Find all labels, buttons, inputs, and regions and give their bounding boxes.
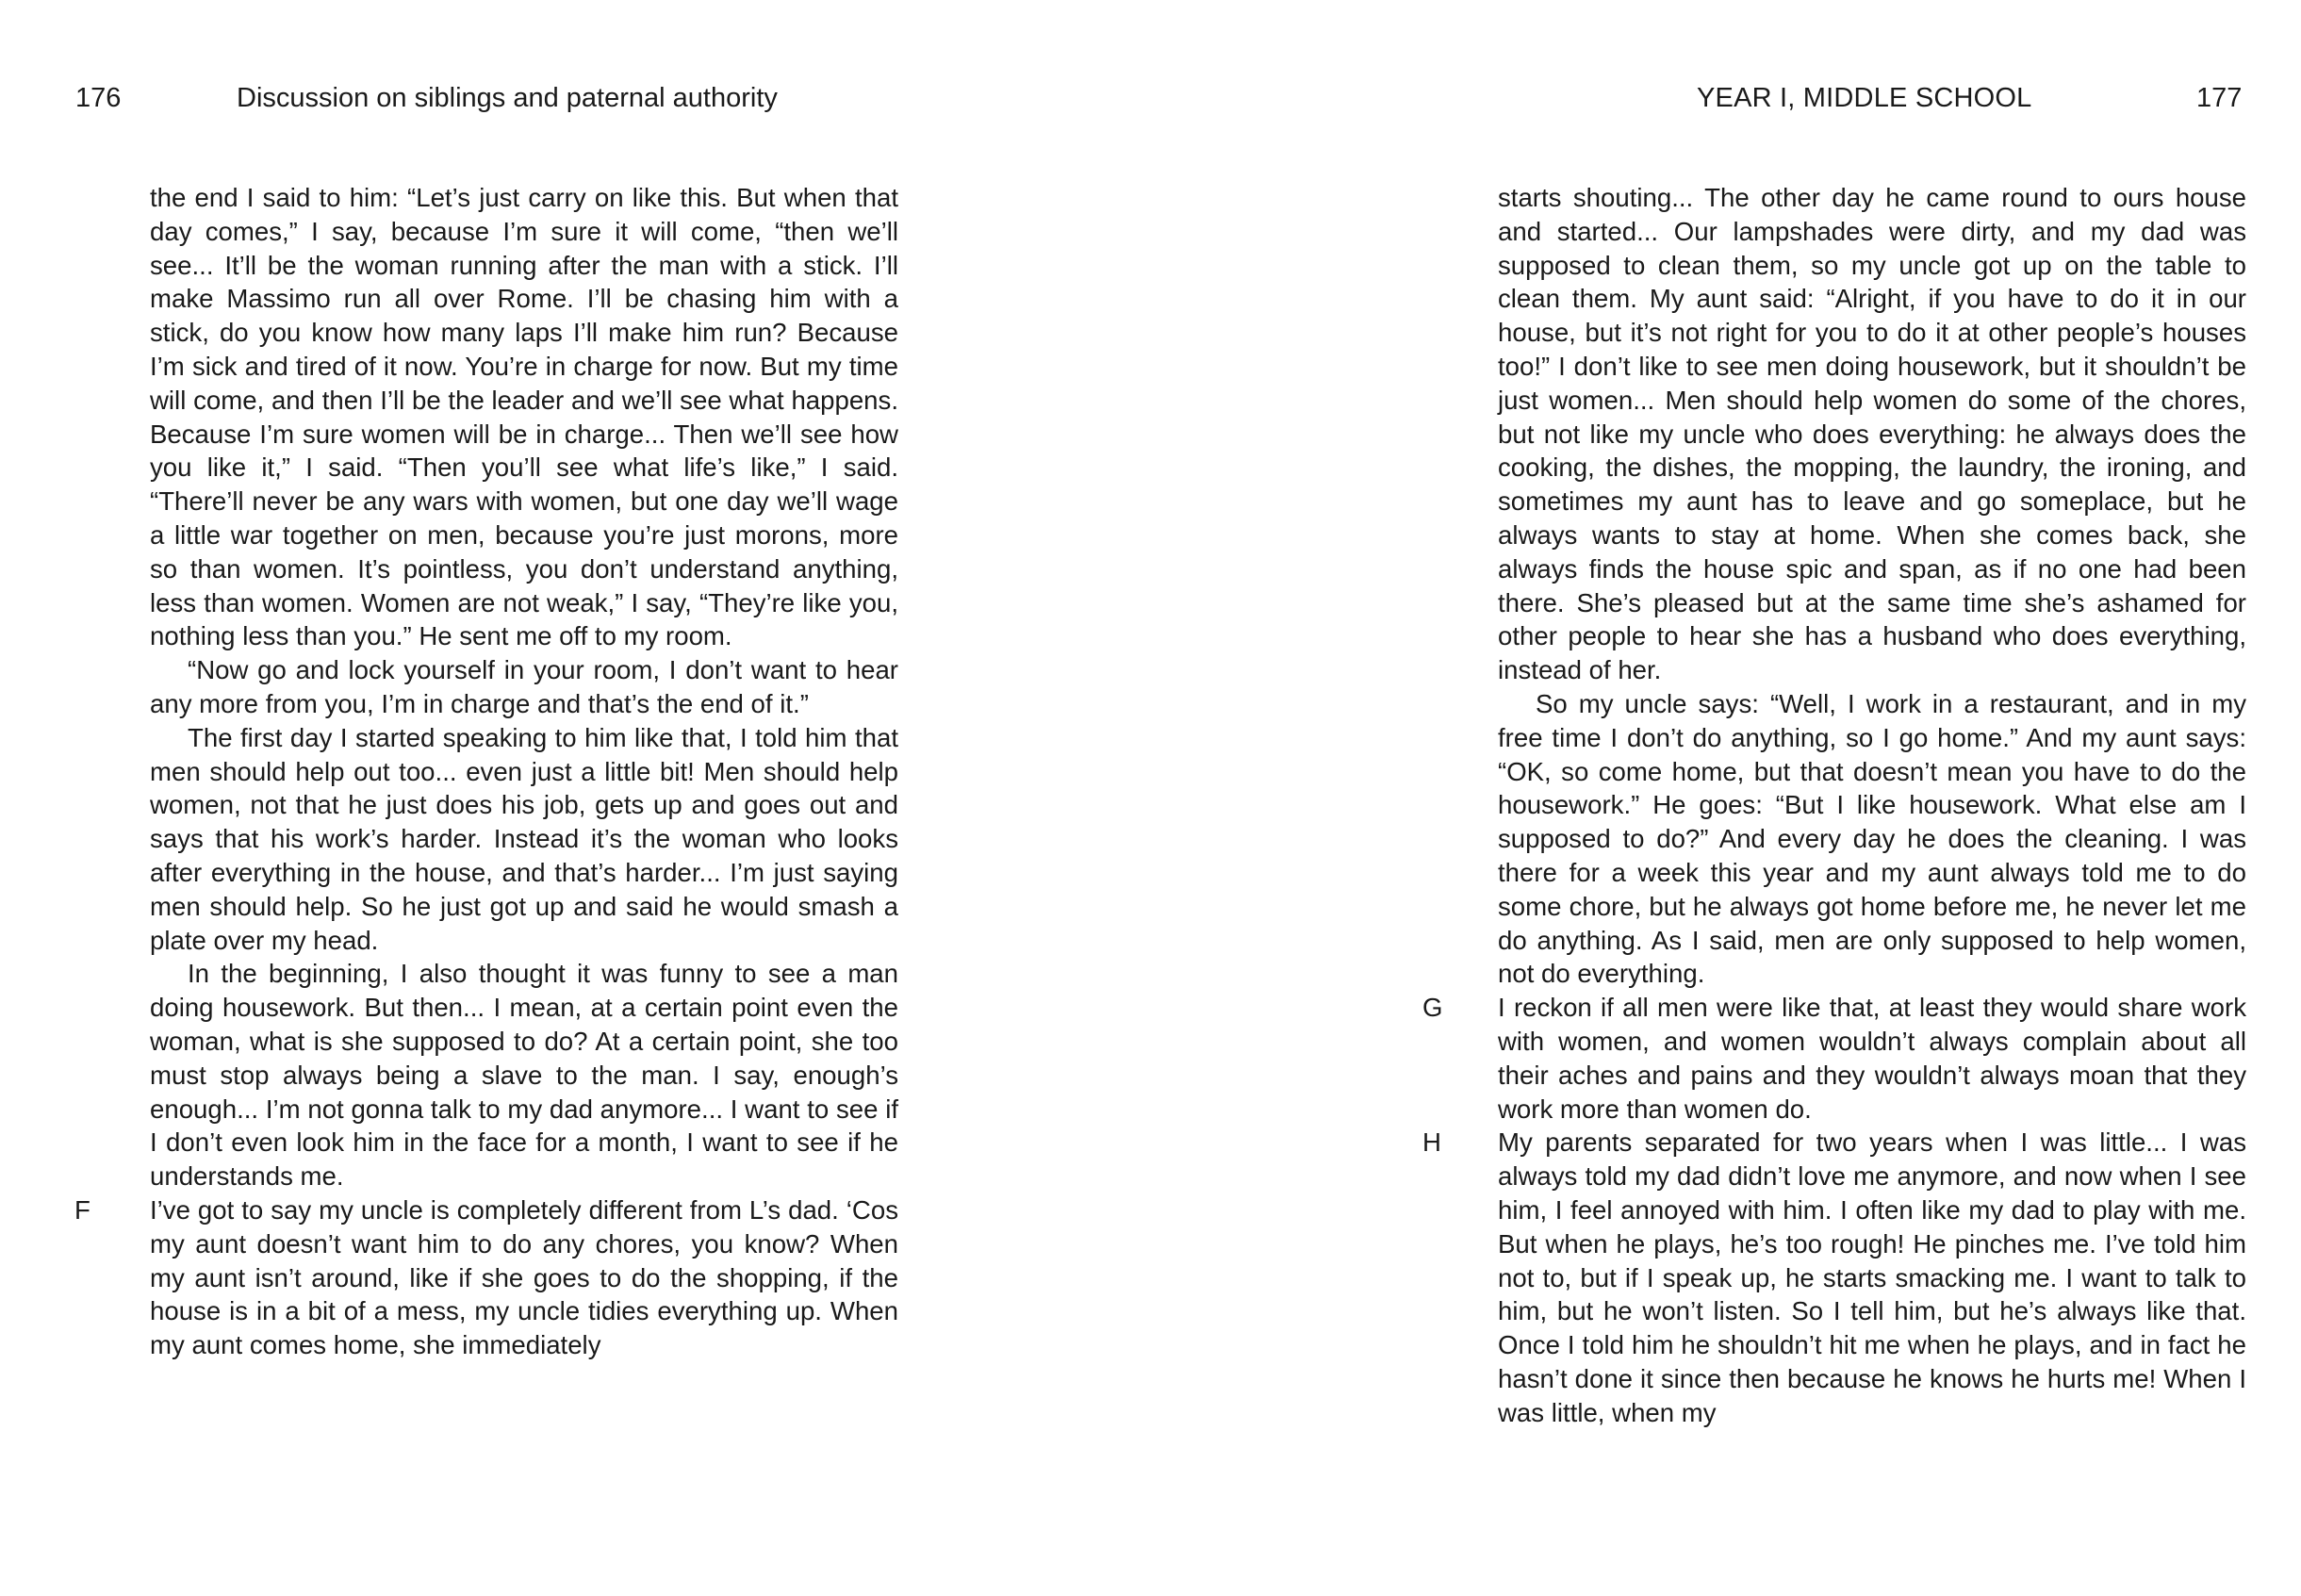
paragraph — [150, 957, 898, 1193]
speaker-marker: F — [74, 1194, 90, 1225]
page-number: 176 — [75, 83, 122, 113]
left-page-body — [74, 181, 898, 1362]
page-number: 177 — [2196, 83, 2243, 113]
right-page-body — [1422, 181, 2246, 1429]
right-page — [1150, 0, 2301, 1596]
paragraph-text: My parents separated for two years when I was little... I was always told my dad didn’t love me anymore, and now when I see him, I feel annoyed with him. I often like my dad to play with me. But when he plays, he’s too rough! He pinches me. I’ve told him not to, but if I speak up, he starts smacking me. I want to talk to him, but he won’t listen. So I tell him, but he’s always like that. Once I told him he shouldn’t hit me when he plays, and in fact he hasn’t done it since then because he knows he hurts me! When I was little, when my — [1498, 1127, 2246, 1427]
paragraph-text: The first day I started speaking to him like that, I told him that men should help out too... even just a little bit! Men should help women, not that he just does his job, gets up and goes out and says that his work’s harder. Instead it’s the woman who looks after everything in the house, and that’s harder... I’m just saying men should help. So he just got up and said he would smash a plate over my head. — [150, 722, 898, 955]
paragraph — [1498, 181, 2246, 687]
running-head-title: YEAR I, MIDDLE SCHOOL — [1697, 83, 2032, 113]
running-head-title: Discussion on siblings and paternal authority — [237, 83, 778, 113]
paragraph-text: starts shouting... The other day he came round to ours house and started... Our lampshades were dirty, and my dad was supposed to clean them, so my uncle got up on the table to clean them. My aunt said: “Alright, if you have to do it in our house, but it’s not right for you to do it at other people’s houses too!” I don’t like to see men doing housework, but it shouldn’t be just women... Men should help women do some of the chores, but not like my uncle who does everything: he always does the cooking, the dishes, the mopping, the laundry, the ironing, and sometimes my aunt has to leave and go someplace, but he always wants to stay at home. When she comes back, she always finds the house spic and span, as if no one had been there. She’s pleased but at the same time she’s ashamed for other people to hear she has a husband who does everything, instead of her. — [1498, 183, 2246, 685]
paragraph-text: the end I said to him: “Let’s just carry on like this. But when that day comes,” I say, because I’m sure it will come, “then we’ll see... It’ll be the woman running after the man with a stick. I’ll make Massimo run all over Rome. I’ll be chasing him with a stick, do you know how many laps I’ll make him run? Because I’m sick and tired of it now. You’re in charge for now. But my time will come, and then I’ll be the leader and we’ll see what happens. Because I’m sure women will be in charge... Then we’ll see how you like it,” I said. “Then you’ll see what life’s like,” I said. “There’ll never be any wars with women, but one day we’ll wage a little war together on men, because you’re just morons, more so than women. It’s pointless, you don’t understand anything, less than women. Women are not weak,” I say, “They’re like you, nothing less than you.” He sent me off to my room. — [150, 183, 898, 651]
paragraph — [150, 653, 898, 721]
paragraph — [150, 181, 898, 653]
paragraph — [74, 1193, 898, 1362]
speaker-marker: H — [1422, 1127, 1441, 1158]
left-page — [0, 0, 1150, 1596]
paragraph-text: In the beginning, I also thought it was funny to see a man doing housework. But then... I mean, at a certain point even the woman, what is she supposed to do? At a certain point, she too must stop always being a slave to the man. I say, enough’s enough... I’m not gonna talk to my dad anymore... I want to see if I don’t even look him in the face for a month, I want to see if he understands me. — [150, 959, 898, 1192]
paragraph-text: “Now go and lock yourself in your room, I don’t want to hear any more from you, I’m in charge and that’s the end of it.” — [150, 655, 898, 718]
paragraph — [1498, 687, 2246, 991]
paragraph-text: So my uncle says: “Well, I work in a restaurant, and in my free time I don’t do anything, so I go home.” And my aunt says: “OK, so come home, but that doesn’t mean you have to do the housework.” He goes: “But I like housework. What else am I supposed to do?” And every day he does the cleaning. I was there for a week this year and my aunt always told me to do some chore, but he always got home before me, he never let me do anything. As I said, men are only supposed to help women, not do everything. — [1498, 688, 2246, 989]
paragraph — [1422, 991, 2246, 1126]
speaker-marker: G — [1422, 993, 1443, 1023]
paragraph — [1422, 1126, 2246, 1429]
paragraph — [150, 721, 898, 958]
paragraph-text: I’ve got to say my uncle is completely different from L’s dad. ‘Cos my aunt doesn’t want him to do any chores, you know? When my aunt isn’t around, like if she goes to do the shopping, if the house is in a bit of a mess, my uncle tidies everything up. When my aunt comes home, she immediately — [150, 1194, 898, 1360]
paragraph-text: I reckon if all men were like that, at least they would share work with women, and women wouldn’t always complain about all their aches and pains and they wouldn’t always moan that they work more than women do. — [1498, 993, 2246, 1124]
